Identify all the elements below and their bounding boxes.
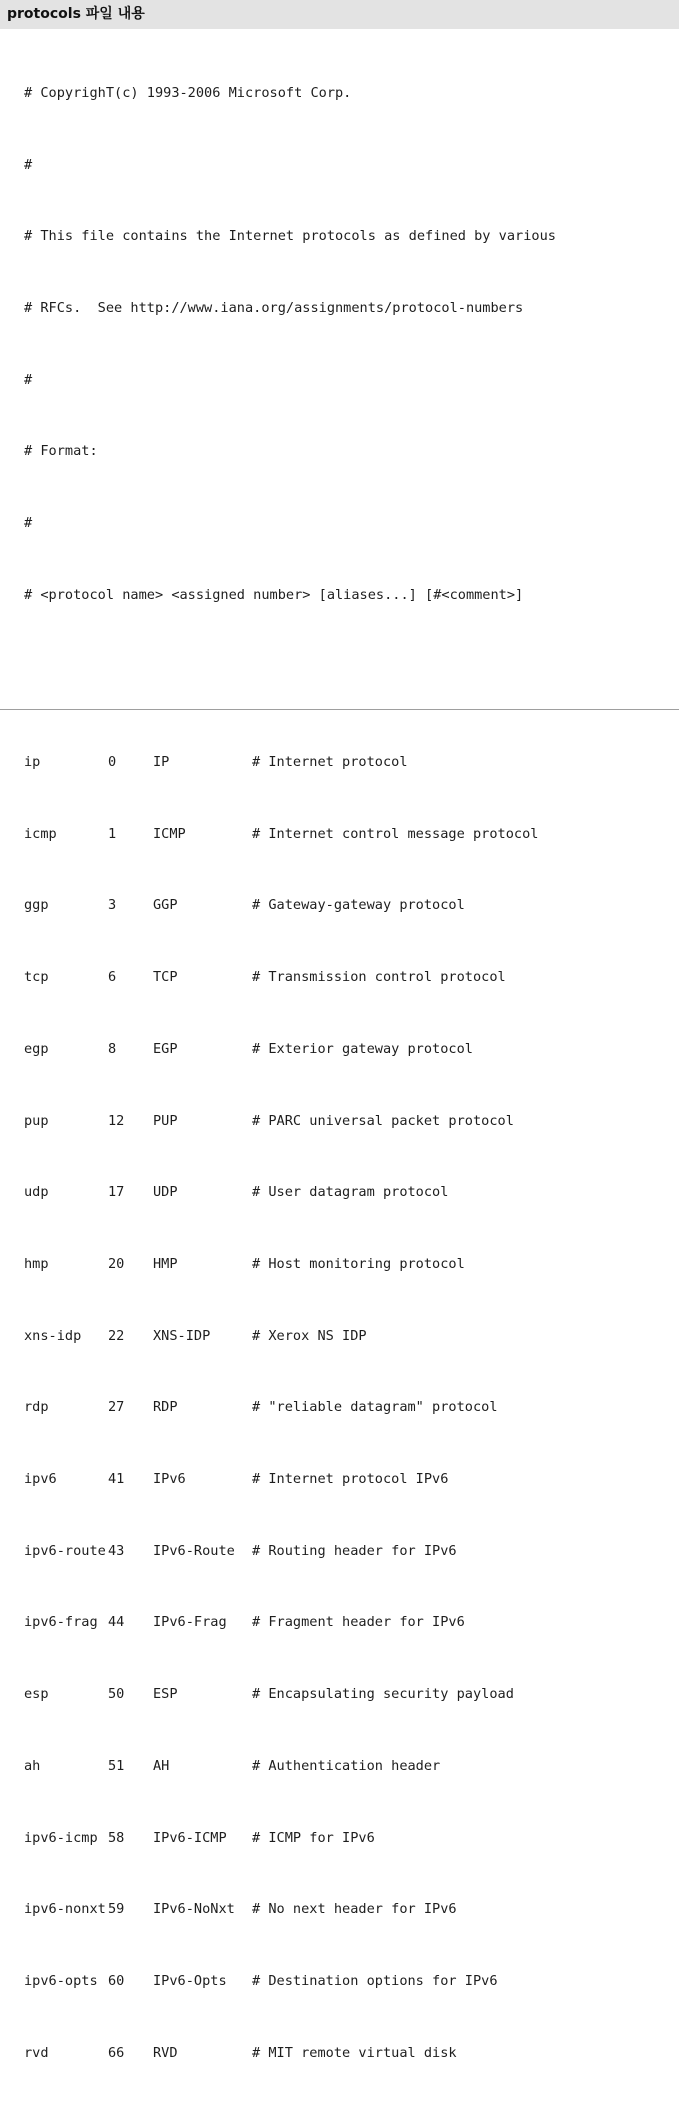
protocol-row <box>24 1898 556 1922</box>
header-line: # CopyrighT(c) 1993-2006 Microsoft Corp. <box>24 84 352 101</box>
protocol-alias: AH <box>153 1757 170 1774</box>
protocol-number: 1 <box>108 825 117 842</box>
protocol-number: 3 <box>108 897 117 914</box>
protocol-row <box>24 823 556 847</box>
protocol-name: pup <box>24 1112 49 1129</box>
blank-line <box>24 655 556 679</box>
protocol-number: 12 <box>108 1112 125 1129</box>
protocol-number: 43 <box>108 1542 125 1559</box>
protocol-number: 17 <box>108 1184 125 1201</box>
protocol-name: hmp <box>24 1255 49 1272</box>
protocol-row <box>24 1755 556 1779</box>
protocol-row <box>24 1181 556 1205</box>
box-title: protocols 파일 내용 <box>0 0 679 29</box>
protocol-alias: RVD <box>153 2044 178 2061</box>
header-line: # <box>24 371 33 388</box>
protocol-alias: ESP <box>153 1686 178 1703</box>
protocol-number: 58 <box>108 1829 125 1846</box>
protocol-name: rdp <box>24 1399 49 1416</box>
protocol-comment: # Exterior gateway protocol <box>252 1040 473 1057</box>
protocol-name: ipv6-nonxt <box>24 1901 106 1918</box>
protocol-comment: # Host monitoring protocol <box>252 1255 465 1272</box>
protocol-alias: IPv6-Opts <box>153 1973 227 1989</box>
protocol-comment: # Gateway-gateway protocol <box>252 897 465 914</box>
protocol-number: 22 <box>108 1327 125 1344</box>
protocol-name: egp <box>24 1040 49 1057</box>
protocol-name: ipv6-opts <box>24 1973 98 1989</box>
protocol-alias: IPv6-Route <box>153 1542 235 1559</box>
protocol-row <box>24 1683 556 1707</box>
protocol-number: 60 <box>108 1973 125 1989</box>
protocol-row <box>24 1325 556 1349</box>
protocol-row <box>24 1253 556 1277</box>
protocol-alias: TCP <box>153 969 178 986</box>
protocol-number: 51 <box>108 1757 125 1774</box>
protocol-row <box>24 1396 556 1420</box>
file-content <box>24 34 556 2113</box>
protocol-row <box>24 966 556 990</box>
protocol-name: ipv6-frag <box>24 1614 98 1631</box>
protocol-name: ip <box>24 754 41 771</box>
protocol-comment: # Internet protocol IPv6 <box>252 1471 449 1488</box>
header-line: # <box>24 515 33 532</box>
protocol-alias: ICMP <box>153 825 186 842</box>
protocol-name: udp <box>24 1184 49 1201</box>
header-line: # <protocol name> <assigned number> [aliases...] [#<comment>] <box>24 586 524 603</box>
protocol-comment: # Internet protocol <box>252 754 408 771</box>
protocol-name: ipv6-route <box>24 1542 106 1559</box>
protocol-number: 41 <box>108 1471 125 1488</box>
protocol-number: 50 <box>108 1686 125 1703</box>
protocol-comment: # Encapsulating security payload <box>252 1686 514 1703</box>
protocol-name: rvd <box>24 2044 49 2061</box>
protocol-alias: IP <box>153 754 170 771</box>
protocol-row <box>24 1468 556 1492</box>
protocol-comment: # Xerox NS IDP <box>252 1327 367 1344</box>
protocol-comment: # Authentication header <box>252 1757 441 1774</box>
protocol-number: 27 <box>108 1399 125 1416</box>
protocol-alias: IPv6-NoNxt <box>153 1901 235 1918</box>
protocol-comment: # No next header for IPv6 <box>252 1901 457 1918</box>
header-line: # Format: <box>24 443 98 460</box>
protocol-alias: PUP <box>153 1112 178 1129</box>
protocol-name: ah <box>24 1757 41 1774</box>
protocol-row <box>24 1110 556 1134</box>
protocol-alias: IPv6-ICMP <box>153 1829 227 1846</box>
protocol-comment: # ICMP for IPv6 <box>252 1829 375 1846</box>
protocol-row <box>24 2042 556 2066</box>
protocol-alias: EGP <box>153 1040 178 1057</box>
protocol-comment: # "reliable datagram" protocol <box>252 1399 498 1416</box>
protocol-number: 66 <box>108 2044 125 2061</box>
protocol-alias: IPv6-Frag <box>153 1614 227 1631</box>
protocol-comment: # Transmission control protocol <box>252 969 506 986</box>
protocol-row <box>24 1038 556 1062</box>
protocol-name: icmp <box>24 825 57 842</box>
protocol-number: 20 <box>108 1255 125 1272</box>
protocol-row <box>24 1827 556 1851</box>
protocol-number: 59 <box>108 1901 125 1918</box>
protocol-number: 6 <box>108 969 117 986</box>
protocol-alias: IPv6 <box>153 1471 186 1488</box>
header-line: # <box>24 156 33 173</box>
protocol-name: ggp <box>24 897 49 914</box>
protocol-row <box>24 1540 556 1564</box>
protocol-row <box>24 1611 556 1635</box>
protocol-comment: # PARC universal packet protocol <box>252 1112 514 1129</box>
protocol-alias: HMP <box>153 1255 178 1272</box>
protocol-row <box>24 1970 556 1994</box>
protocol-comment: # User datagram protocol <box>252 1184 449 1201</box>
protocol-name: xns-idp <box>24 1327 82 1344</box>
protocol-alias: GGP <box>153 897 178 914</box>
protocol-comment: # MIT remote virtual disk <box>252 2044 457 2061</box>
protocol-comment: # Routing header for IPv6 <box>252 1542 457 1559</box>
protocol-alias: UDP <box>153 1184 178 1201</box>
protocol-name: ipv6-icmp <box>24 1829 98 1846</box>
protocol-row <box>24 894 556 918</box>
protocol-number: 8 <box>108 1040 117 1057</box>
protocol-comment: # Fragment header for IPv6 <box>252 1614 465 1631</box>
protocol-comment: # Destination options for IPv6 <box>252 1973 498 1989</box>
protocol-alias: RDP <box>153 1399 178 1416</box>
header-line: # RFCs. See http://www.iana.org/assignments/protocol-numbers <box>24 299 524 316</box>
protocol-row <box>24 751 556 775</box>
protocol-number: 0 <box>108 754 117 771</box>
protocol-comment: # Internet control message protocol <box>252 825 539 842</box>
header-line: # This file contains the Internet protocols as defined by various <box>24 228 556 245</box>
protocol-name: tcp <box>24 969 49 986</box>
protocol-number: 44 <box>108 1614 125 1631</box>
protocol-name: esp <box>24 1686 49 1703</box>
protocol-name: ipv6 <box>24 1471 57 1488</box>
protocol-alias: XNS-IDP <box>153 1327 211 1344</box>
